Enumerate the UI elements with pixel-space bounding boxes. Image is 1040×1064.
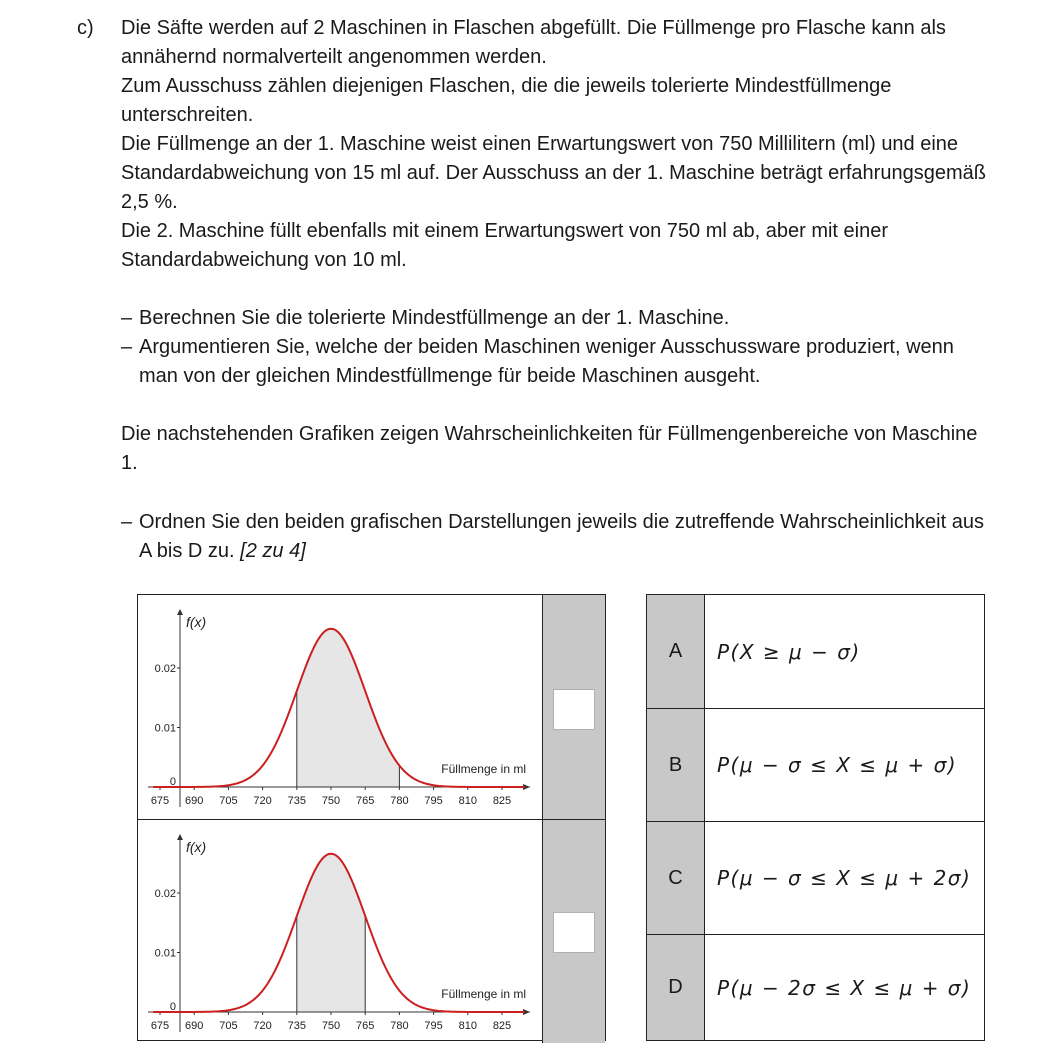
x-tick-label: 690: [185, 795, 204, 807]
option-letter: D: [647, 935, 705, 1040]
y-axis-label: f(x): [186, 614, 207, 630]
option-row-d: [647, 935, 984, 1040]
graphics-intro-text: Die nachstehenden Grafiken zeigen Wahrscheinlichkeiten für Füllmengenbereiche von Maschine 1.: [121, 423, 978, 474]
answer-box-1[interactable]: [553, 689, 595, 730]
bullet-item-2: – Argumentieren Sie, welche der beiden Maschinen weniger Ausschussware produziert, wenn man von der gleichen Mindestfüllmenge für beide Maschinen ausgeht.: [121, 333, 991, 391]
option-formula: P(μ − σ ≤ X ≤ μ + 2σ): [717, 866, 972, 890]
x-tick-label: 750: [321, 795, 341, 807]
x-axis-label: Füllmenge in ml: [441, 762, 526, 776]
x-tick-label: 675: [150, 795, 170, 807]
task-intro: [121, 14, 991, 275]
task-label: c): [77, 17, 94, 39]
density-chart-2: [138, 820, 542, 1042]
answer-cell-1: [542, 595, 605, 819]
option-formula: P(μ − σ ≤ X ≤ μ + σ): [717, 753, 958, 777]
assign-hint: [2 zu 4]: [240, 540, 306, 562]
x-tick-label: 705: [219, 795, 238, 807]
y-axis-arrow: [177, 834, 183, 840]
x-tick-label: 675: [150, 1020, 170, 1032]
option-row-a: [647, 595, 984, 709]
density-chart-1: [138, 595, 542, 819]
x-tick-label: 735: [287, 795, 306, 807]
y-tick-label: 0: [169, 776, 176, 788]
x-tick-label: 750: [321, 1020, 341, 1032]
shaded-probability-area: [297, 854, 365, 1012]
option-formula: P(μ − 2σ ≤ X ≤ μ + σ): [717, 975, 972, 1000]
assign-bullet: [121, 508, 991, 566]
x-tick-label: 825: [492, 795, 512, 807]
option-letter: A: [647, 595, 705, 708]
x-tick-label: 765: [356, 1020, 375, 1032]
x-axis-label: Füllmenge in ml: [441, 987, 526, 1001]
y-tick-label: 0.01: [154, 947, 176, 960]
option-letter: B: [647, 709, 705, 821]
x-tick-label: 720: [253, 1020, 272, 1032]
x-tick-label: 780: [390, 1020, 409, 1032]
graph-table: [137, 594, 606, 1041]
intro-paragraph-1: Die Säfte werden auf 2 Maschinen in Flaschen abgefüllt. Die Füllmenge pro Flasche kann als annähernd normalverteilt angenommen werden.: [121, 17, 946, 68]
answer-cell-2: [542, 820, 605, 1043]
graph-row-1: [138, 595, 605, 820]
y-tick-label: 0.01: [154, 722, 176, 735]
option-formula: P(X ≥ μ − σ): [717, 639, 861, 664]
x-tick-label: 810: [458, 1020, 477, 1032]
x-tick-label: 795: [424, 795, 443, 807]
intro-paragraph-3: Die Füllmenge an der 1. Maschine weist einen Erwartungswert von 750 Millilitern (ml) und eine Standardabweichung von 15 ml auf. Der Ausschuss an der 1. Maschine beträgt erfahrungsgemäß 2,5 %.: [121, 133, 986, 213]
graphics-intro: [121, 420, 991, 478]
y-tick-label: 0.02: [154, 888, 176, 900]
assign-task: [121, 508, 991, 566]
x-tick-label: 780: [390, 795, 409, 807]
option-row-c: [647, 822, 984, 935]
x-tick-label: 825: [492, 1020, 512, 1032]
x-tick-label: 735: [287, 1020, 306, 1032]
graph-1: [138, 595, 542, 819]
task-bullets: [121, 304, 991, 391]
y-tick-label: 0.02: [154, 663, 176, 675]
y-axis-arrow: [177, 609, 183, 615]
y-tick-label: 0: [169, 1001, 176, 1013]
x-tick-label: 795: [424, 1020, 443, 1032]
assign-bullet-text: Ordnen Sie den beiden grafischen Darstellungen jeweils die zutreffende Wahrscheinlichkeit aus A bis D zu.: [139, 511, 984, 562]
y-axis-label: f(x): [186, 839, 207, 855]
x-tick-label: 810: [458, 795, 477, 807]
intro-paragraph-2: Zum Ausschuss zählen diejenigen Flaschen, die die jeweils tolerierte Mindestfüllmenge unterschreiten.: [121, 75, 892, 126]
bullet-item-1: – Berechnen Sie die tolerierte Mindestfüllmenge an der 1. Maschine.: [121, 304, 991, 333]
x-tick-label: 690: [185, 1020, 204, 1032]
x-tick-label: 720: [253, 795, 272, 807]
intro-paragraph-4: Die 2. Maschine füllt ebenfalls mit einem Erwartungswert von 750 ml ab, aber mit einer Standardabweichung von 10 ml.: [121, 220, 889, 271]
option-letter: C: [647, 822, 705, 934]
answer-box-2[interactable]: [553, 912, 595, 953]
graph-row-2: [138, 820, 605, 1043]
x-tick-label: 765: [356, 795, 375, 807]
option-row-b: [647, 709, 984, 822]
x-tick-label: 705: [219, 1020, 238, 1032]
options-table: [646, 594, 985, 1041]
graph-2: [138, 820, 542, 1043]
